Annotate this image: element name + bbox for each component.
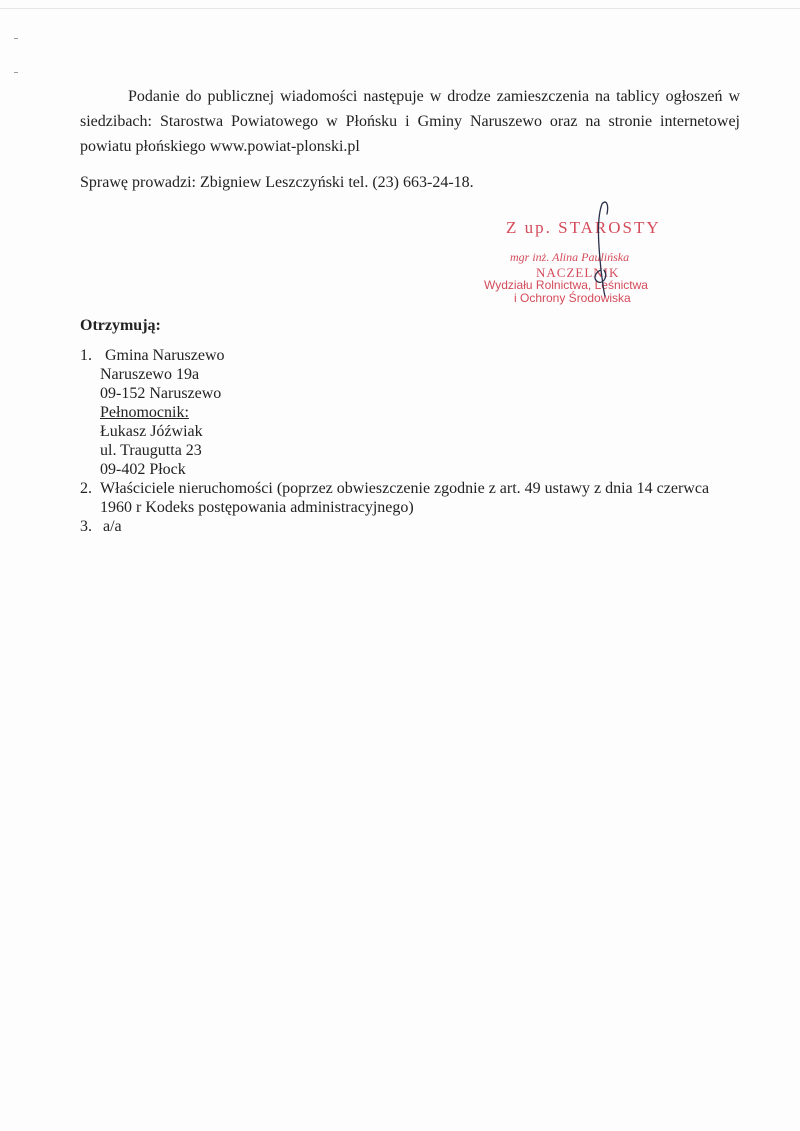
list-item [80,517,740,536]
scan-mark [14,72,18,73]
stamp-dept-line1: Wydziału Rolnictwa, Leśnictwa [484,278,648,292]
stamp-zup: Z up. STAROSTY [506,218,661,237]
recipient-line: Naruszewo 19a [100,366,200,383]
proxy-line: 09-402 Płock [100,461,186,478]
proxy-line: Łukasz Jóźwiak [100,423,203,440]
scan-mark [14,38,18,39]
list-number: 1. [80,347,92,364]
intro-paragraph: Podanie do publicznej wiadomości następuje w drodze zamieszczenia na tablicy ogłoszeń w siedzibach: Starostwa Powiatowego w Płońsku i Gminy Naruszewo oraz na stronie internetowej powiatu płońskiego www.powiat-plonski.pl [80,88,740,155]
stamp-name: mgr inż. Alina Paulińska [510,250,630,264]
stamp-title: NACZELNIK [536,265,620,280]
list-number: 2. [80,480,92,497]
contact-line: Sprawę prowadzi: Zbigniew Leszczyński tel. (23) 663-24-18. [80,174,474,191]
recipients-heading: Otrzymują: [80,317,161,334]
stamp-dept-line2: i Ochrony Środowiska [514,291,631,305]
recipient-name: Gmina Naruszewo [105,347,225,364]
proxy-label: Pełnomocnik: [100,404,189,421]
recipients-list [80,346,740,536]
list-item [80,479,740,517]
recipient-line: 09-152 Naruszewo [100,385,222,402]
list-number: 3. [80,518,92,535]
recipient-text: 1960 r Kodeks postępowania administracyjnego) [100,499,414,516]
list-item [80,346,740,479]
recipient-text: Właściciele nieruchomości (poprzez obwieszczenie zgodnie z art. 49 ustawy z dnia 14 czerwca [100,480,710,497]
proxy-line: ul. Traugutta 23 [100,442,202,459]
scan-edge-line [0,8,800,9]
recipient-text: a/a [103,518,122,535]
signature-icon [470,190,710,310]
